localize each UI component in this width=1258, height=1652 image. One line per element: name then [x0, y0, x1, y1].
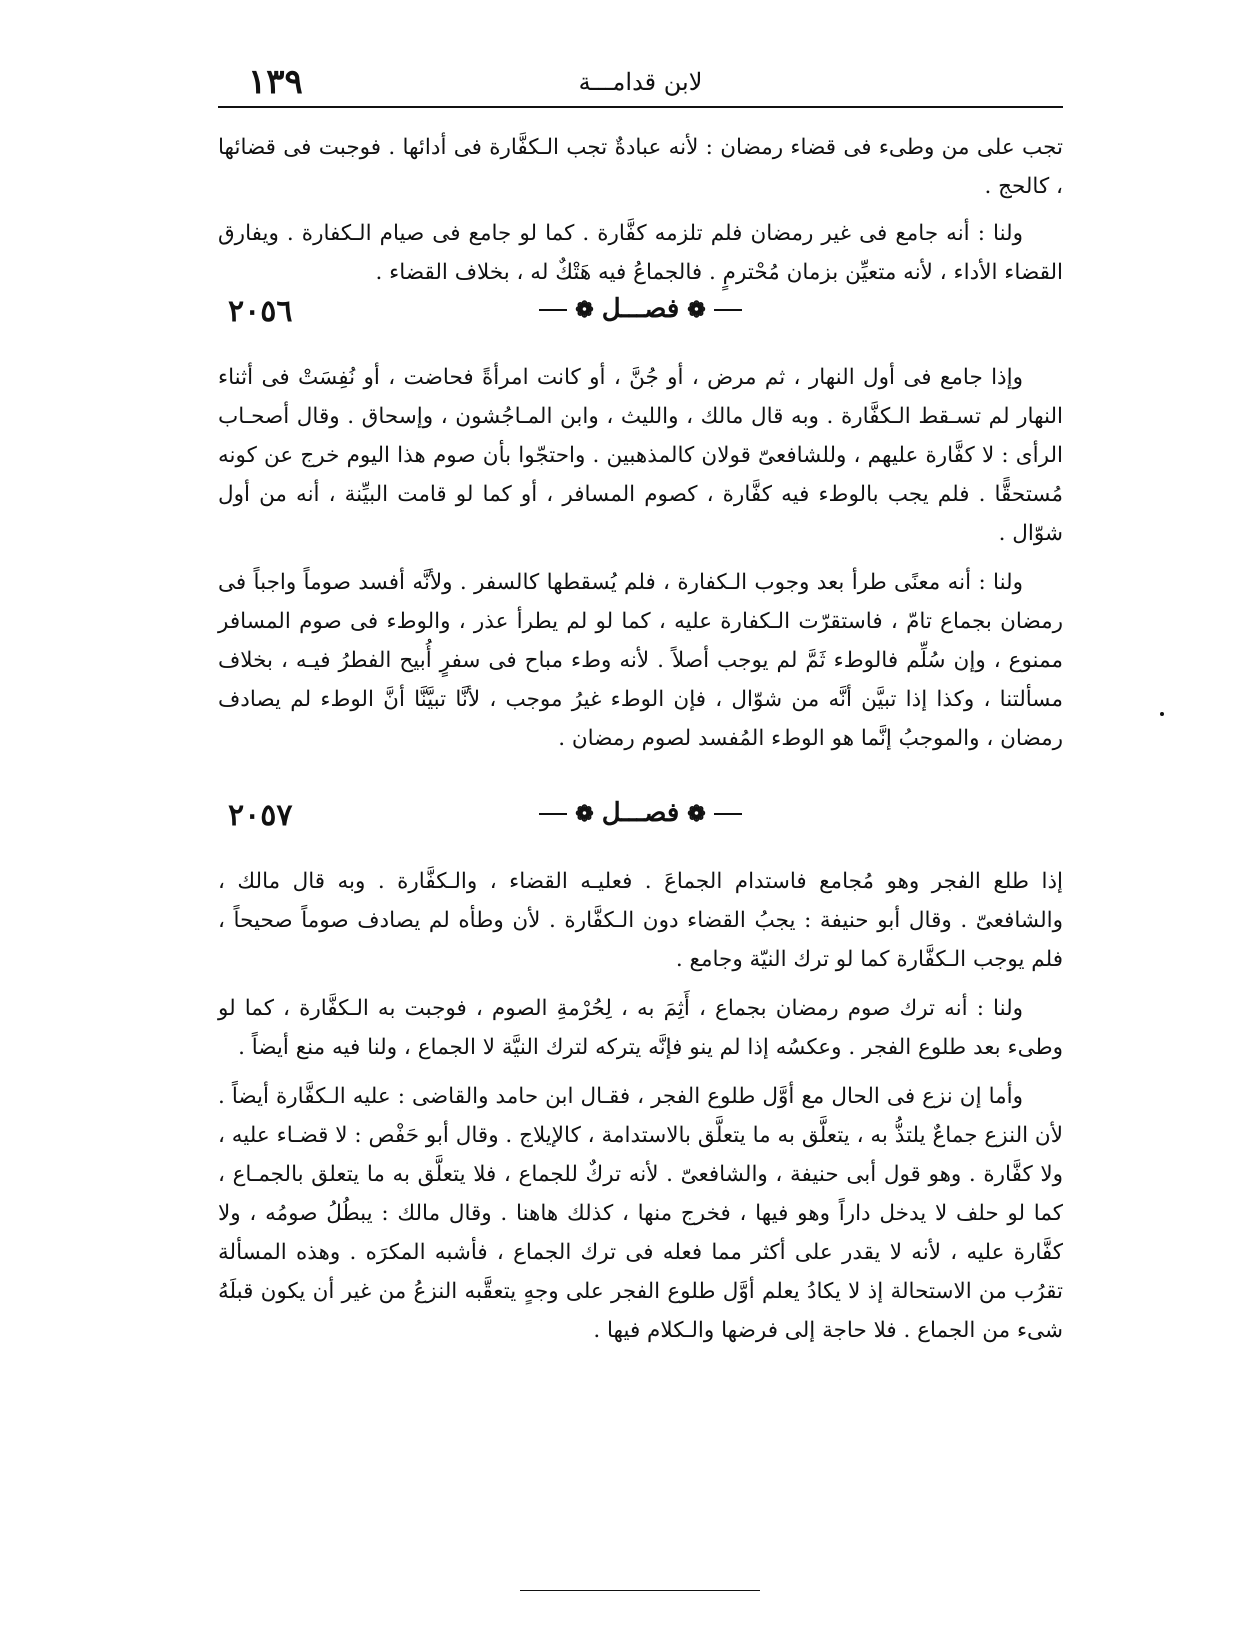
section-body-2057	[218, 862, 1063, 1350]
page-header	[218, 60, 1063, 108]
scan-speck	[1160, 712, 1164, 716]
section-title: فصـــل	[601, 294, 680, 324]
section-number: ٢٠٥٧	[228, 798, 293, 833]
page-number: ١٣٩	[248, 62, 303, 102]
section-heading-2056	[218, 292, 1063, 342]
flourish-ornament-icon: ❁	[687, 801, 706, 827]
paragraph: تجب على من وطىء فى قضاء رمضان : لأنه عبادةٌ تجب الـكفَّارة فى أدائها . فوجبت فى قضائها ، كالحج .	[218, 135, 1063, 199]
running-title: لابن قدامـــة	[578, 68, 703, 96]
paragraph: وأما إن نزع فى الحال مع أوَّل طلوع الفجر ، فقـال ابن حامد والقاضى : عليه الـكفَّارة أيضاً . لأن النزع جماعٌ يلتذُّ به ، يتعلَّق به ما يتعلَّق بالاستدامة ، كالإيلاج . وقال أبو حَفْص : لا قضـاء عليه ، ولا كفَّارة . وهو قول أبى حنيفة ، والشافعىّ . لأنه تركٌ للجماع ، فلا يتعلَّق به ما يتعلق بالجمـاع ، كما لو حلف لا يدخل داراً وهو فيها ، فخرج منها ، كذلك هاهنا . وقال مالك : يبطُلُ صومُه ، ولا كفَّارة عليه ، لأنه لا يقدر على أكثر مما فعله فى ترك الجماع ، فأشبه المكرَه . وهذه المسألة تقرُب من الاستحالة إذ لا يكادُ يعلم أوَّل طلوع الفجر على وجهٍ يتعقَّبه النزعُ من غير أن يكون قبلَهُ شىء من الجماع . فلا حاجة إلى فرضها والـكلام فيها .	[218, 1084, 1063, 1343]
section-title: فصـــل	[601, 798, 680, 828]
paragraph: ولنا : أنه ترك صوم رمضان بجماع ، أَثِمَ به ، لِحُرْمةِ الصوم ، فوجبت به الـكفَّارة ، كما لو وطىء بعد طلوع الفجر . وعكسُه إذا لم ينو فإنَّه يتركه لترك النيَّة لا الجماع ، ولنا فيه منع أيضاً .	[218, 996, 1063, 1060]
section-title-row	[218, 798, 1063, 828]
section-body-2056	[218, 358, 1063, 758]
section-number: ٢٠٥٦	[228, 294, 293, 329]
paragraph: ولنا : أنه معنًى طرأ بعد وجوب الـكفارة ، فلم يُسقطها كالسفر . ولأنَّه أفسد صوماً واجباً فى رمضان بجماع تامّ ، فاستقرّت الـكفارة عليه ، كما لو لم يطرأ عذر ، والوطء فى صوم المسافر ممنوع ، وإن سُلِّم فالوطء ثَمَّ لم يوجب أصلاً . لأنه وطء مباح فى سفرٍ أُبيح الفطرُ فيـه ، بخلاف مسألتنا ، وكذا إذا تبيَّن أنَّه من شوّال ، فإن الوطء غيرُ موجب ، لأنَّا تبيَّنَّا أنَّ الوطء لم يصادف رمضان ، والموجبُ إنَّما هو الوطء المُفسد لصوم رمضان .	[218, 570, 1063, 751]
ornament-line	[714, 813, 742, 815]
paragraph: إذا طلع الفجر وهو مُجامع فاستدام الجماعَ . فعليـه القضاء ، والـكفَّارة . وبه قال مالك ، والشافعىّ . وقال أبو حنيفة : يجبُ القضاء دون الـكفَّارة . لأن وطأه لم يصادف صوماً صحيحاً ، فلم يوجب الـكفَّارة كما لو ترك النيّة وجامع .	[218, 869, 1063, 972]
paragraph: وإذا جامع فى أول النهار ، ثم مرض ، أو جُنَّ ، أو كانت امرأةً فحاضت ، أو نُفِسَتْ فى أثناء النهار لم تسـقط الـكفَّارة . وبه قال مالك ، والليث ، وابن المـاجُشون ، وإسحاق . وقال أصحـاب الرأى : لا كفَّارة عليهم ، وللشافعىّ قولان كالمذهبين . واحتجّوا بأن صوم هذا اليوم خرج عن كونه مُستحقًّا . فلم يجب بالوطء فيه كفَّارة ، كصوم المسافر ، أو كما لو قامت البيِّنة ، أنه من أول شوّال .	[218, 365, 1063, 546]
section-heading-2057	[218, 796, 1063, 846]
flourish-ornament-icon: ❁	[575, 297, 594, 323]
flourish-ornament-icon: ❁	[687, 297, 706, 323]
ornament-line	[539, 813, 567, 815]
footer-rule	[520, 1590, 760, 1591]
ornament-line	[539, 309, 567, 311]
continuation-text	[218, 128, 1063, 292]
flourish-ornament-icon: ❁	[575, 801, 594, 827]
paragraph: ولنا : أنه جامع فى غير رمضان فلم تلزمه كفَّارة . كما لو جامع فى صيام الـكفارة . ويفارق القضاء الأداء ، لأنه متعيِّن بزمان مُحْترمٍ . فالجماعُ فيه هَتْكٌ له ، بخلاف القضاء .	[218, 221, 1063, 285]
section-title-row	[218, 294, 1063, 324]
ornament-line	[714, 309, 742, 311]
